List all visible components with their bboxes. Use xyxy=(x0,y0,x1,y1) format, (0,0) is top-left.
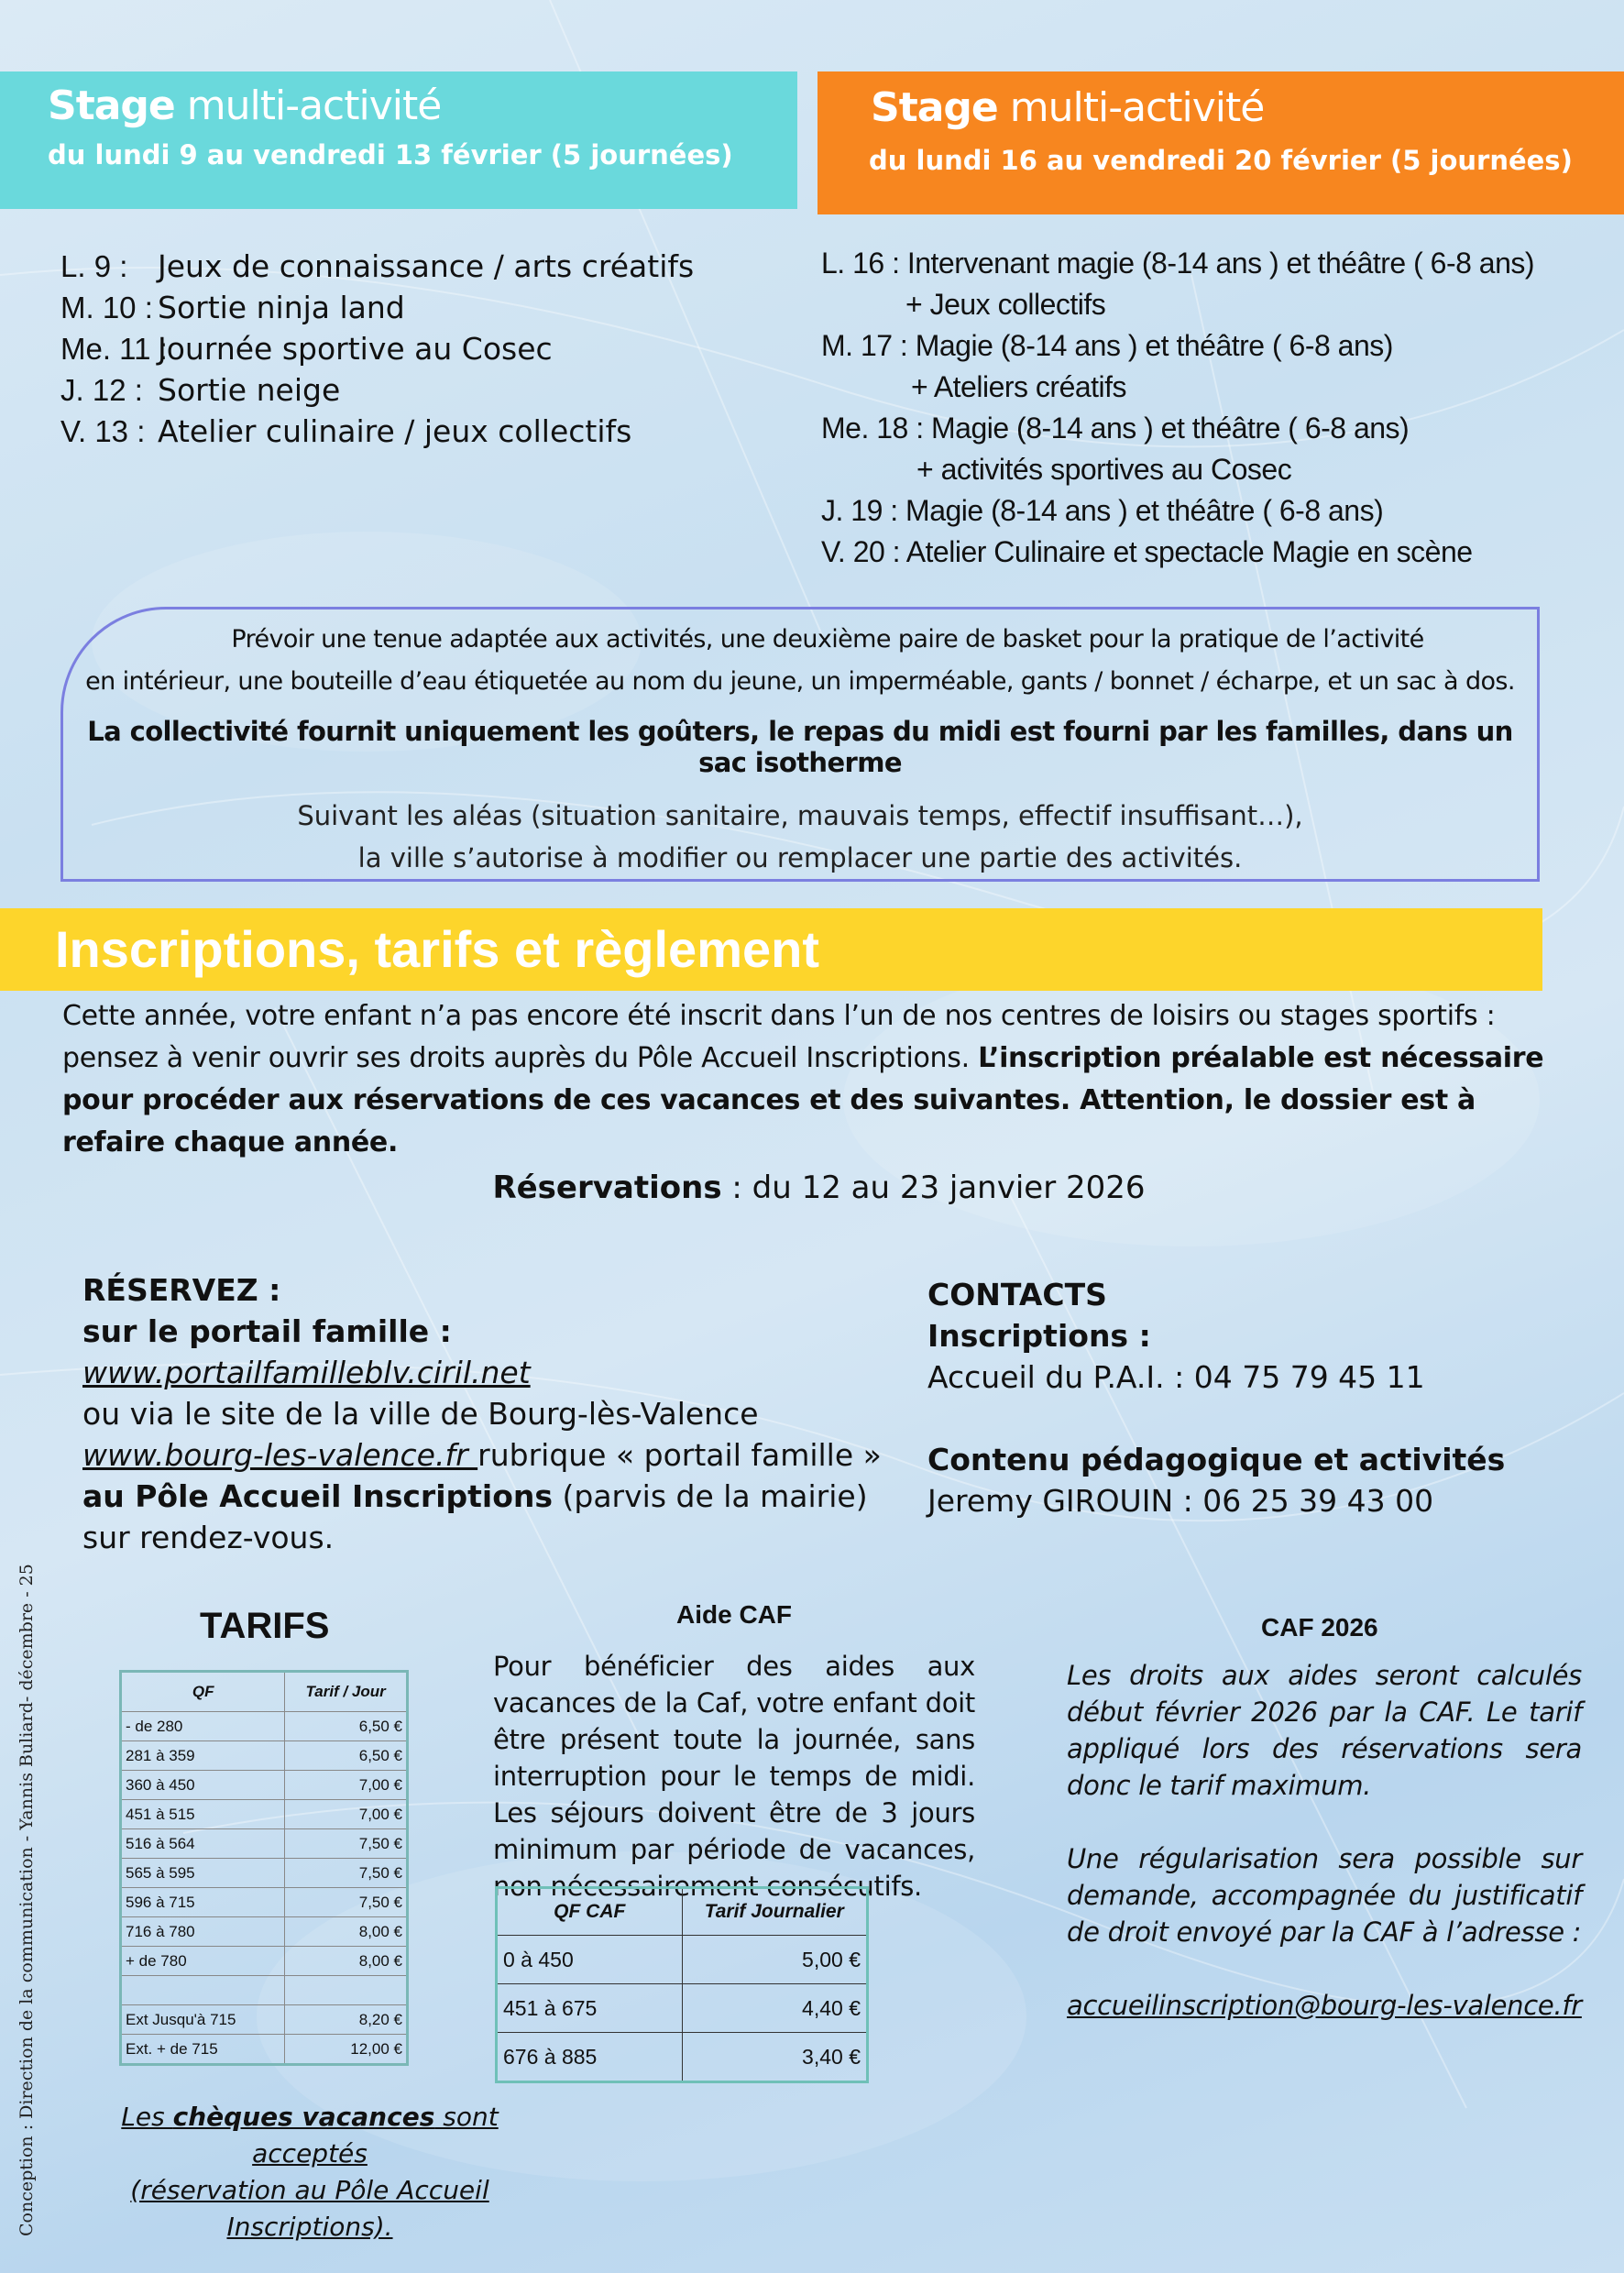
schedule-line: + Jeux collectifs xyxy=(905,288,1106,321)
schedule-line: V. 20 : Atelier Culinaire et spectacle Magie en scène xyxy=(821,535,1473,568)
stage-left-schedule xyxy=(60,246,694,452)
tarifs-table: QF Tarif / Jour - de 280 6,50 € 281 à 359 6,50 € 360 à 450 7,00 € 451 à 515 7,00 € 516 à 564 7,50 € 565 à 595 7,50 € 596 à 715 7,50 € 716 à 780 8,00 € + de 780 8,00 € Ext Jusqu'à 715 8,20 € Ext. + de 715 12,00 € xyxy=(119,1670,409,2066)
stage-right-title: Stage multi-activité xyxy=(871,84,1265,131)
caf-row: 676 à 885 3,40 € xyxy=(497,2033,868,2082)
contact-inscriptions-phone: Accueil du P.A.I. : 04 75 79 45 11 xyxy=(927,1359,1425,1395)
tarif-row: - de 280 6,50 € xyxy=(121,1712,408,1741)
aide-caf-title: Aide CAF xyxy=(676,1600,792,1629)
tarifs-title: TARIFS xyxy=(200,1606,330,1646)
credit-text: Conception : Direction de la communication - Yannis Buliard- décembre - 25 xyxy=(16,1564,37,2236)
tarif-row xyxy=(121,1976,408,2005)
contacts-block: CONTACTS Inscriptions : Accueil du P.A.I. : 04 75 79 45 11 Contenu pédagogique et activités Jeremy GIROUIN : 06 25 39 43 00 xyxy=(927,1274,1606,1521)
caf-row: 0 à 450 5,00 € xyxy=(497,1936,868,1984)
notice-conditions: Suivant les aléas (situation sanitaire, mauvais temps, effectif insuffisant…), la ville s’autorise à modifier ou remplacer une partie des activités. xyxy=(297,800,1303,873)
tarif-row: 281 à 359 6,50 € xyxy=(121,1741,408,1771)
inscriptions-text: Cette année, votre enfant n’a pas encore été inscrit dans l’un de nos centres de loisirs ou stages sportifs : pensez à venir ouvrir ses droits auprès du Pôle Accueil Inscriptions. L’inscription préalable est nécessaire pour procéder aux réservations de ces vacances et des suivantes. Attention, le dossier est à refaire chaque année. xyxy=(62,1000,1544,1158)
reservez-title: RÉSERVEZ : xyxy=(82,1272,281,1308)
inscriptions-banner: Inscriptions, tarifs et règlement xyxy=(0,908,1542,991)
notice-equipment: Prévoir une tenue adaptée aux activités, une deuxième paire de basket pour la pratique de l’activité en intérieur, une bouteille d’eau étiquetée au nom du jeune, un imperméable, gants / bonnet / écharpe, et un sac à dos. xyxy=(85,625,1515,696)
tarif-row: 716 à 780 8,00 € xyxy=(121,1917,408,1947)
schedule-row: J. 12 : Sortie neige xyxy=(60,372,341,408)
stage-right-dates: du lundi 16 au vendredi 20 février (5 journées) xyxy=(869,145,1573,176)
caf-2026-text: Les droits aux aides seront calculés début février 2026 par la CAF. Le tarif appliqué lors des réservations sera donc le tarif maximum. Une régularisation sera possible sur demande, accompagnée du justificatif de droit envoyé par la CAF à l’adresse : accueilinscription@bourg-les-valence.fr xyxy=(1067,1657,1582,2024)
reservez-block: RÉSERVEZ : sur le portail famille : www.portailfamilleblv.ciril.net ou via le site de la ville de Bourg-lès-Valence www.bourg-les-valence.fr rubrique « portail famille » au Pôle Accueil Inscriptions (parvis de la mairie) sur rendez-vous. xyxy=(82,1272,882,1555)
schedule-line: J. 19 : Magie (8-14 ans ) et théâtre ( 6-8 ans) xyxy=(821,494,1384,527)
notice-box xyxy=(60,607,1540,882)
stage-right-header xyxy=(817,71,1624,214)
schedule-line: L. 16 : Intervenant magie (8-14 ans ) et théâtre ( 6-8 ans) xyxy=(821,247,1535,280)
tarif-row: 516 à 564 7,50 € xyxy=(121,1829,408,1859)
tarif-row: + de 780 8,00 € xyxy=(121,1947,408,1976)
city-website-link[interactable]: www.bourg-les-valence.fr xyxy=(82,1437,478,1473)
schedule-line: + Ateliers créatifs xyxy=(911,370,1127,403)
reservations-period: Réservations : du 12 au 23 janvier 2026 xyxy=(492,1169,1146,1206)
schedule-line: M. 17 : Magie (8-14 ans ) et théâtre ( 6-8 ans) xyxy=(821,329,1393,362)
caf-table: QF CAF Tarif Journalier 0 à 450 5,00 € 451 à 675 4,40 € 676 à 885 3,40 € xyxy=(495,1886,869,2083)
tarif-row: 451 à 515 7,00 € xyxy=(121,1800,408,1829)
tarif-row: 596 à 715 7,50 € xyxy=(121,1888,408,1917)
stage-left-title: Stage multi-activité xyxy=(48,82,442,129)
schedule-row: M. 10 : Sortie ninja land xyxy=(60,290,405,325)
schedule-row: V. 13 : Atelier culinaire / jeux collectifs xyxy=(60,413,632,449)
schedule-line: + activités sportives au Cosec xyxy=(916,453,1292,486)
schedule-line: Me. 18 : Magie (8-14 ans ) et théâtre ( 6-8 ans) xyxy=(821,412,1410,445)
caf-email-link[interactable]: accueilinscription@bourg-les-valence.fr xyxy=(1067,1990,1582,2021)
schedule-row: L. 9 : Jeux de connaissance / arts créatifs xyxy=(60,248,695,284)
tarif-row: Ext. + de 715 12,00 € xyxy=(121,2035,408,2065)
contacts-title: CONTACTS xyxy=(927,1277,1107,1312)
caf-row: 451 à 675 4,40 € xyxy=(497,1984,868,2033)
portail-famille-link[interactable]: www.portailfamilleblv.ciril.net xyxy=(82,1355,531,1390)
cheques-vacances-note: Les chèques vacances sont acceptés (réservation au Pôle Accueil Inscriptions). xyxy=(121,2102,499,2242)
aide-caf-text: Pour bénéficier des aides aux vacances de la Caf, votre enfant doit être présent toute la journée, sans interruption pour le temps de midi. Les séjours doivent être de 3 jours minimum par période de vacances, non nécessairement consécutifs. xyxy=(493,1651,975,1902)
notice-meals: La collectivité fournit uniquement les goûters, le repas du midi est fourni par les familles, dans un sac isotherme xyxy=(87,716,1513,778)
stage-left-dates: du lundi 9 au vendredi 13 février (5 journées) xyxy=(48,139,733,170)
contact-pedagogique-phone: Jeremy GIROUIN : 06 25 39 43 00 xyxy=(927,1483,1434,1519)
tarif-row: 360 à 450 7,00 € xyxy=(121,1771,408,1800)
tarif-row: 565 à 595 7,50 € xyxy=(121,1859,408,1888)
caf-2026-title: CAF 2026 xyxy=(1261,1613,1378,1642)
stage-right-schedule xyxy=(821,243,1534,573)
schedule-row: Me. 11 : Journée sportive au Cosec xyxy=(60,331,553,367)
tarif-row: Ext Jusqu'à 715 8,20 € xyxy=(121,2005,408,2035)
stage-left-header xyxy=(0,71,797,209)
